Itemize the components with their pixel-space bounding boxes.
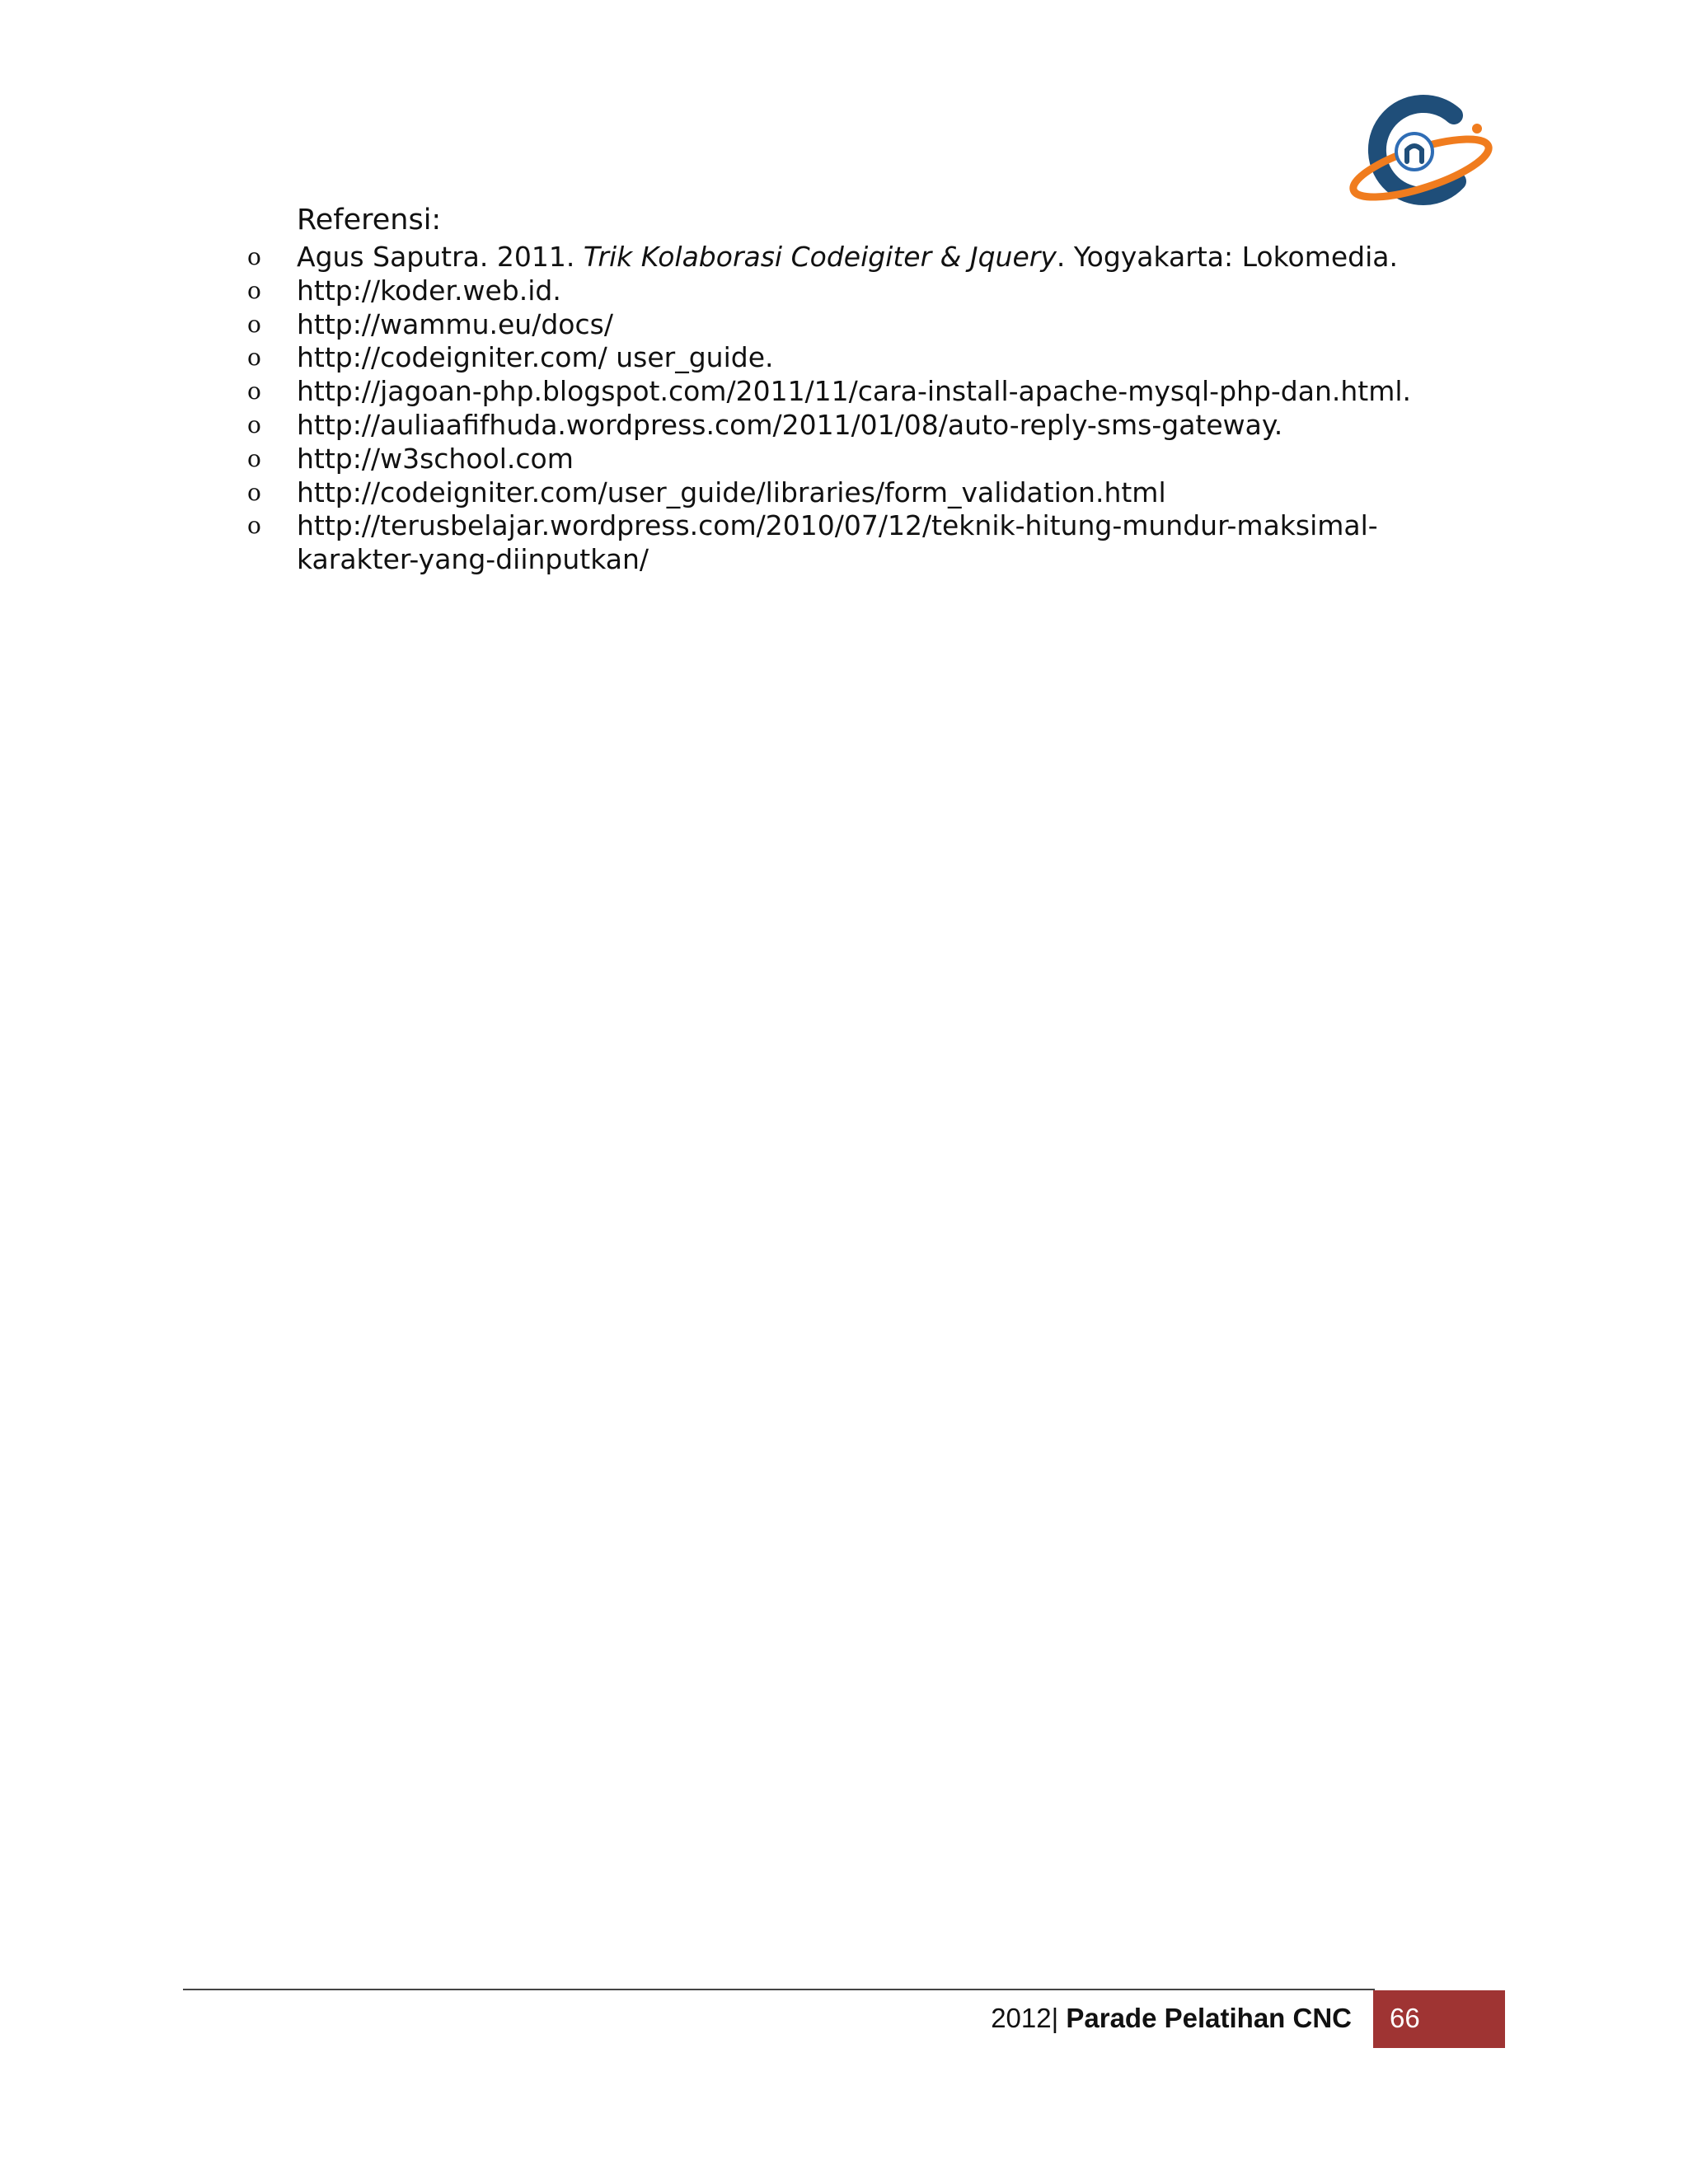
bullet-circle-icon: o (247, 478, 261, 506)
references-list (241, 241, 1493, 577)
reference-link[interactable]: http://terusbelajar.wordpress.com/2010/07/12/teknik-hitung-mundur-maksimal-karakter-yang-diinputkan/ (297, 509, 1378, 576)
bullet-circle-icon: o (247, 410, 261, 438)
reference-item (241, 409, 1493, 443)
bullet-circle-icon: o (247, 344, 261, 372)
bullet-circle-icon: o (247, 377, 261, 405)
references-heading: Referensi: (297, 204, 442, 237)
reference-item (241, 509, 1484, 577)
footer-separator: | (1051, 2003, 1067, 2033)
reference-link[interactable]: http://wammu.eu/docs/ (297, 307, 613, 340)
reference-item (241, 274, 1493, 308)
reference-item (241, 476, 1493, 510)
cnc-logo (1348, 92, 1495, 209)
page-footer (948, 1990, 1505, 2048)
reference-item (241, 241, 1493, 274)
bullet-circle-icon: o (247, 243, 261, 270)
reference-item (241, 443, 1493, 476)
bullet-circle-icon: o (247, 276, 261, 304)
reference-item (241, 375, 1493, 409)
reference-link[interactable]: http://koder.web.id. (297, 274, 561, 307)
reference-text: Agus Saputra. 2011. (297, 241, 584, 273)
reference-book-title: Trik Kolaborasi Codeigiter & Jquery (583, 241, 1057, 273)
page-number: 66 (1390, 2003, 1420, 2033)
reference-item (241, 308, 1493, 342)
bullet-circle-icon: o (247, 444, 261, 472)
reference-link[interactable]: http://auliaafifhuda.wordpress.com/2011/01/08/auto-reply-sms-gateway. (297, 408, 1283, 441)
bullet-circle-icon: o (247, 310, 261, 338)
reference-link[interactable]: http://codeigniter.com/user_guide/libraries/form_validation.html (297, 476, 1166, 509)
reference-link[interactable]: http://codeigniter.com/ user_guide. (297, 341, 774, 374)
footer-caption (991, 2002, 1352, 2035)
footer-year: 2012 (991, 2003, 1052, 2033)
bullet-circle-icon: o (247, 512, 261, 540)
reference-publisher: . Yogyakarta: Lokomedia. (1056, 241, 1399, 273)
reference-item (241, 341, 1493, 375)
page-number-box (1373, 1990, 1505, 2048)
reference-link[interactable]: http://w3school.com (297, 442, 574, 475)
reference-link[interactable]: http://jagoan-php.blogspot.com/2011/11/cara-install-apache-mysql-php-dan.html. (297, 375, 1412, 408)
footer-title: Parade Pelatihan CNC (1066, 2003, 1352, 2033)
